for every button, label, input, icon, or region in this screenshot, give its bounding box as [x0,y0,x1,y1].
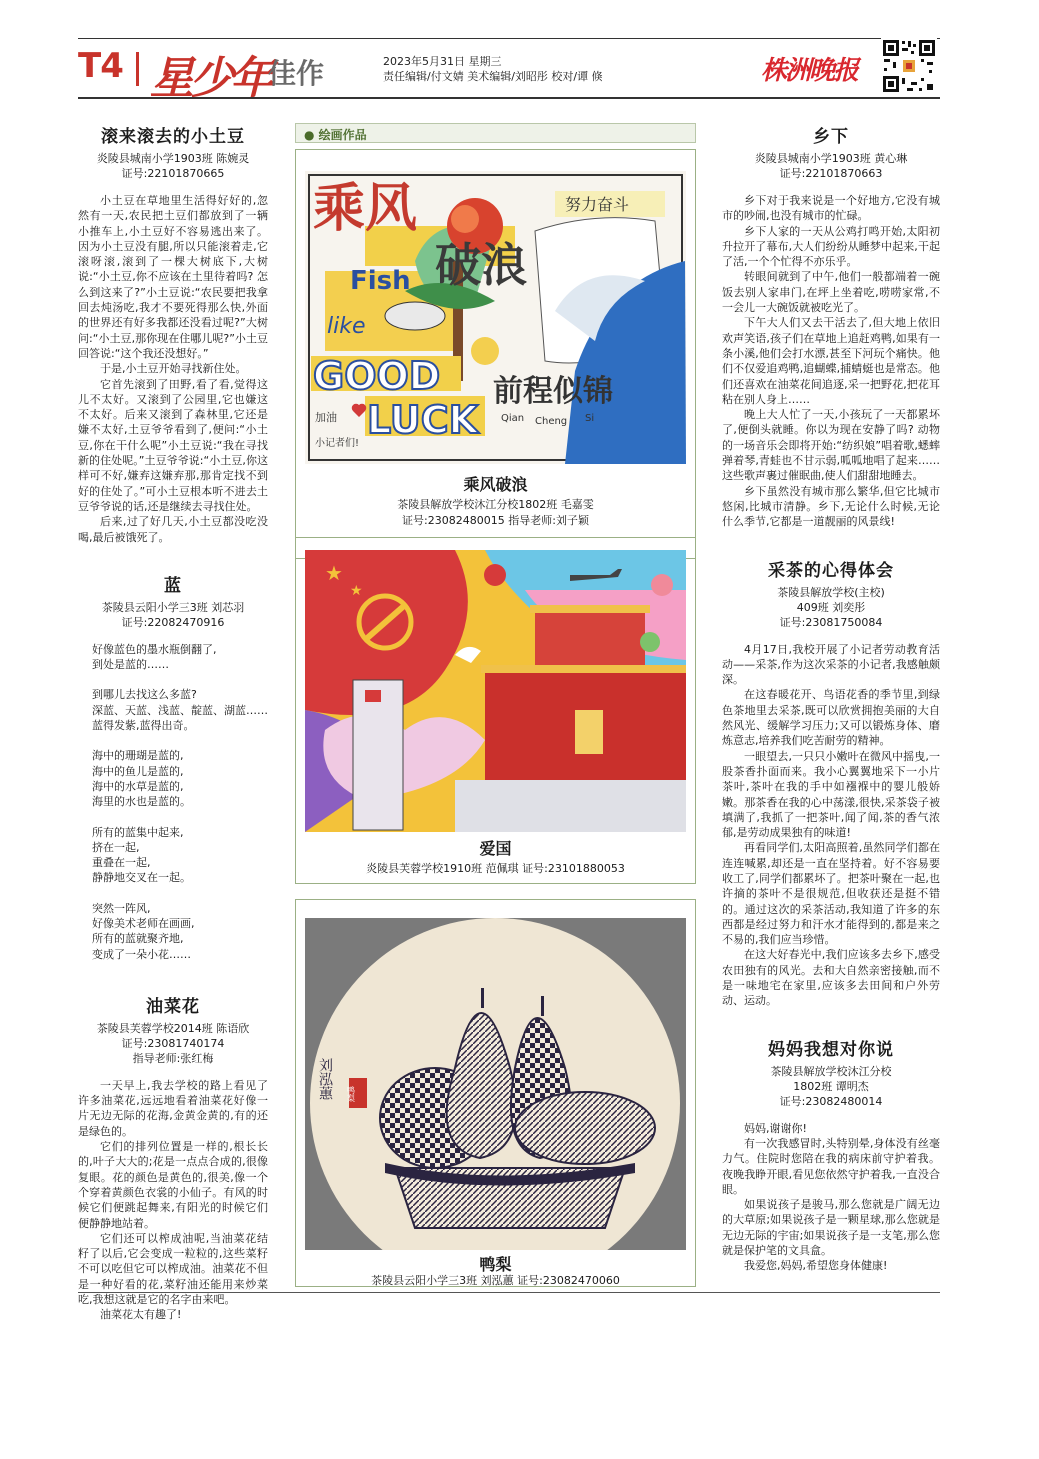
artist-seal: 鸭梨 [346,1086,356,1102]
left-column [78,122,268,1323]
header-info [383,54,603,84]
paragraph: 妈妈,谢谢你! [744,1121,807,1135]
article-author: 茶陵县云阳小学三3班 刘芯羽 [101,600,245,614]
header-divider [136,52,139,86]
article-blue [78,571,268,962]
poem-line: 好像蓝色的墨水瓶倒翻了, [92,642,217,656]
poem-line: 海里的水也是蓝的。 [92,795,191,809]
art-text: Qian [501,413,525,424]
paragraph: 再看同学们,太阳高照着,虽然同学们都在连连喊累,却还是一直在坚持着。好不容易要收工了,同学们都累坏了。把茶叶聚在一起,也许摘的茶叶不是很规范,但收获还是挺不错的。通过这次的采茶活动,我知道了许多的东西都是经过努力和汗水才能得到的,都是来之不易的,我们应当珍惜。 [722,841,940,947]
paragraph: 4月17日,我校开展了小记者劳动教育活动——采茶,作为这次采茶的小记者,我感触颇深。 [722,642,940,687]
artwork-frame [295,537,696,884]
art-text: 前程似锦 [493,374,613,409]
article-title: 妈妈我想对你说 [768,1039,894,1060]
article-id: 证号:22101870663 [779,167,883,180]
paragraph: 它们还可以榨成油呢,当油菜花结籽了以后,它会变成一粒粒的,这些菜籽不可以吃但它可以榨成油。油菜花不但是一种好看的花,菜籽油还能用来炒菜吃,我想这就是它的名字由来吧。 [78,1231,268,1307]
paragraph: 有一次我感冒时,头特别晕,身体没有丝毫力气。住院时您陪在我的病床前守护着我。夜晚我睁开眼,看见您依然守护着我,一直没合眼。 [722,1136,940,1196]
art-text: 加油 [315,411,337,424]
article-rapeseed [78,992,268,1323]
article-body [722,642,940,1009]
artwork-author: 茶陵县云阳小学三3班 刘泓蕙 证号:23082470060 [371,1274,620,1287]
art-text: GOOD [313,354,441,398]
paragraph: 下午大人们又去干活去了,但大地上依旧欢声笑语,孩子们在草地上追赶鸡鸭,如果有一条小溪,他们会打水漂,甚至下河玩个痛快。他们不仅爱追鸡鸭,追蝴蝶,捕蜻蜓也是常态。他们还喜欢在油菜花间追逐,采一把野花,把花耳粘在别人身上…… [722,316,940,406]
poem-line: 蓝得发紫,蓝得出奇。 [92,719,195,733]
article-school: 茶陵县解放学校(主校) [777,585,885,599]
paragraph: 后来,过了好几天,小土豆都没吃没喝,最后被饿死了。 [78,515,268,544]
poem-line: 所有的蓝集中起来, [92,825,184,839]
paragraph: 转眼间就到了中午,他们一般都端着一碗饭去别人家串门,在坪上坐着吃,唠唠家常,不一会儿一大碗饭就被吃光了。 [722,270,940,315]
section-title: 佳作 [268,57,325,90]
star-icon: ★ [350,583,363,599]
poem-line: 深蓝、天蓝、浅蓝、靛蓝、湖蓝…… [92,703,268,717]
issue-date: 2023年5月31日 星期三 [383,55,502,68]
article-countryside [722,122,940,530]
paragraph: 乡下人家的一天从公鸡打鸣开始,太阳初升拉开了幕布,大人们纷纷从睡梦中起来,干起了活,一个个忙得不亦乐乎。 [722,224,940,269]
article-author: 409班 刘奕彤 [796,600,866,614]
paragraph: 一天早上,我去学校的路上看见了许多油菜花,远远地看着油菜花好像一片无边无际的花海,金黄金黄的,有的还是绿色的。 [78,1078,268,1138]
art-text: Si [585,413,595,424]
article-body [78,193,268,545]
article-author: 炎陵县城南小学1903班 黄心琳 [754,152,908,165]
artist-signature: 刘泓蕙 [317,1058,333,1100]
paragraph: 晚上大人忙了一天,小孩玩了一天都累坏了,便倒头就睡。你以为现在安静了吗? 动物的一场音乐会即将开始:“纺织娘”唱着歌,蟋蟀弹着琴,青蛙也不甘示弱,呱呱地唱了起来……这些歌声裹过催眠曲,使人们甜甜地睡去。 [722,408,940,483]
newspaper-logo: 株洲晚报 [761,56,858,86]
article-teacher: 指导老师:张红梅 [132,1051,214,1065]
article-body [78,1078,268,1323]
paragraph: 乡下对于我来说是一个好地方,它没有城市的吵闹,也没有城市的忙碌。 [722,194,940,223]
article-id: 证号:23082480014 [779,1094,883,1108]
artwork-image-patriotism [305,550,686,832]
qr-code-icon [881,38,937,94]
article-id: 证号:22082470916 [121,615,225,629]
poem-line: 海中的水草是蓝的, [92,779,184,793]
poem-line: 好像美术老师在画画, [92,916,195,930]
artwork-panel [295,123,696,1285]
artwork-id: 证号:23082480015 指导老师:刘子颖 [402,514,589,527]
poem-line: 海中的鱼儿是蓝的, [92,764,184,778]
art-text: like [327,314,366,339]
article-author: 炎陵县城南小学1903班 陈婉灵 [96,152,250,165]
article-body [722,1121,940,1274]
poem-line: 挤在一起, [92,840,140,854]
poem-line: 所有的蓝就聚齐地, [92,932,184,946]
poem-line: 突然一阵风, [92,901,151,915]
paragraph: 乡下虽然没有城市那么繁华,但它比城市悠闲,比城市清静。乡下,无论什么时候,无论什么季节,它都是一道靓丽的风景线! [722,484,940,529]
page-header [78,40,940,104]
paragraph: 我爱您,妈妈,希望您身体健康! [744,1259,888,1273]
art-text: 乘风 [313,178,418,239]
art-text: LUCK [367,398,479,442]
article-potato [78,122,268,545]
article-title: 乡下 [813,127,849,147]
article-body [722,193,940,530]
header-bottom-rule [78,97,940,99]
poem-line: 海中的珊瑚是蓝的, [92,749,184,763]
poem-body [78,642,268,962]
editors-line: 责任编辑/付文婧 美术编辑/刘昭彤 校对/谭 倏 [383,70,603,83]
paragraph: 在这大好春光中,我们应该多去乡下,感受农田独有的风光。去和大自然亲密接触,而不是一味地宅在家里,应该多去田间和户外劳动、运动。 [722,948,940,1008]
article-school: 茶陵县解放学校沐江分校 [770,1064,892,1078]
artwork-author: 炎陵县芙蓉学校1910班 范佩琪 证号:23101880053 [366,862,625,875]
art-text: Cheng [535,416,568,427]
artwork-author: 茶陵县解放学校沐江分校1802班 毛嘉雯 [397,498,594,511]
artwork-title: 乘风破浪 [463,475,528,494]
paragraph: 它首先滚到了田野,看了看,觉得这儿不太好。又滚到了公园里,它也嫌这不太好。后来又滚到了森林里,它还是嫌不太好,土豆爷爷看到了,便问:“小土豆,你在干什么呢”小土豆说:“我在寻找新的住处呢。”土豆爷爷说:“小土豆,你这样可不好,嫌弃这嫌弃那,那肯定找不到好的住处了。”可小土豆根本听不进去土豆爷爷说的话,还是继续去寻找住处。 [78,377,268,513]
brand-title: 星少年 [150,53,270,104]
footer-rule [78,1292,940,1293]
artwork-image-pears [305,918,686,1250]
paragraph: 小土豆在草地里生活得好好的,忽然有一天,农民把土豆们都放到了一辆小推车上,小土豆好不容易逃出来了。因为小土豆没有腿,所以只能滚着走,它滚呀滚,滚到了一棵大树底下,大树说:“小土豆,你不应该在土里待着吗? 怎么到这来了?”小土豆说:“农民要把我拿回去炖汤吃,我才不要死得那么快,外面的世界还有好多我都还没看过呢?”大树问:“小土豆,那你现在住哪儿呢?”小土豆回答说:“这个我还没想好。” [78,194,268,360]
article-author: 茶陵县芙蓉学校2014班 陈语欣 [96,1021,250,1035]
article-title: 滚来滚去的小土豆 [101,127,245,147]
artwork-frame [295,149,696,559]
artwork-title: 爱国 [479,839,512,858]
paragraph: 油菜花太有趣了! [100,1308,182,1322]
art-text: 努力奋斗 [565,195,630,214]
art-text: 破浪 [435,238,527,292]
right-column [722,122,940,1274]
article-author: 1802班 谭明杰 [793,1079,869,1093]
article-tea-picking [722,556,940,1009]
artwork-frame [295,899,696,1287]
article-id: 证号:22101870665 [121,167,225,180]
poem-line: 静静地交叉在一起。 [92,871,191,885]
paragraph: 于是,小土豆开始寻找新住处。 [100,362,247,376]
article-to-mom [722,1035,940,1274]
artwork-title: 鸭梨 [479,1255,512,1274]
article-id: 证号:23081740174 [121,1036,225,1050]
article-id: 证号:23081750084 [779,615,883,629]
article-title: 油菜花 [146,996,200,1017]
art-text: Fish [350,266,411,296]
paragraph: 如果说孩子是骏马,那么您就是广阔无边的大草原;如果说孩子是一颗星球,那么您就是无边无际的宇宙;如果说孩子是一支笔,那么您就是保护笔的文具盒。 [722,1198,940,1258]
page-number: T4 [78,46,123,86]
poem-line: 到哪儿去找这么多蓝? [92,688,197,702]
paragraph: 一眼望去,一只只小嫩叶在微风中摇曳,一股茶香扑面而来。我小心翼翼地采下一小片茶叶,茶叶在我的手中如襁褓中的婴儿般娇嫩。那茶香在我的心中荡漾,很快,采茶袋子被填满了,我抓了一把茶叶,闻了闻,茶的香气浓郁,是劳动成果独有的味道! [722,749,940,840]
paragraph: 在这春暖花开、鸟语花香的季节里,到绿色茶地里去采茶,既可以欣赏拥抱美丽的大自然风光、缓解学习压力;又可以锻炼身体、磨炼意志,培养我们吃苦耐劳的精神。 [722,688,940,748]
art-text: 小记者们! [315,438,360,449]
article-title: 蓝 [164,575,182,596]
panel-header [295,123,696,143]
poem-line: 变成了一朵小花…… [92,947,191,961]
header-top-rule [78,38,940,39]
poem-line: 重叠在一起, [92,856,151,870]
star-icon: ★ [325,561,343,585]
article-title: 采茶的心得体会 [768,560,894,581]
paragraph: 它们的排列位置是一样的,根长长的,叶子大大的;花是一点点合成的,很像复眼。花的颜色是黄色的,很美,像一个个穿着黄颜色衣裳的小仙子。有风的时候它们便跳起舞来,有阳光的时候它们便静静地站着。 [78,1140,268,1230]
artwork-image-riding-the-wind [305,171,686,464]
panel-label: ● 绘画作品 [304,128,367,142]
poem-line: 到处是蓝的…… [92,658,169,672]
